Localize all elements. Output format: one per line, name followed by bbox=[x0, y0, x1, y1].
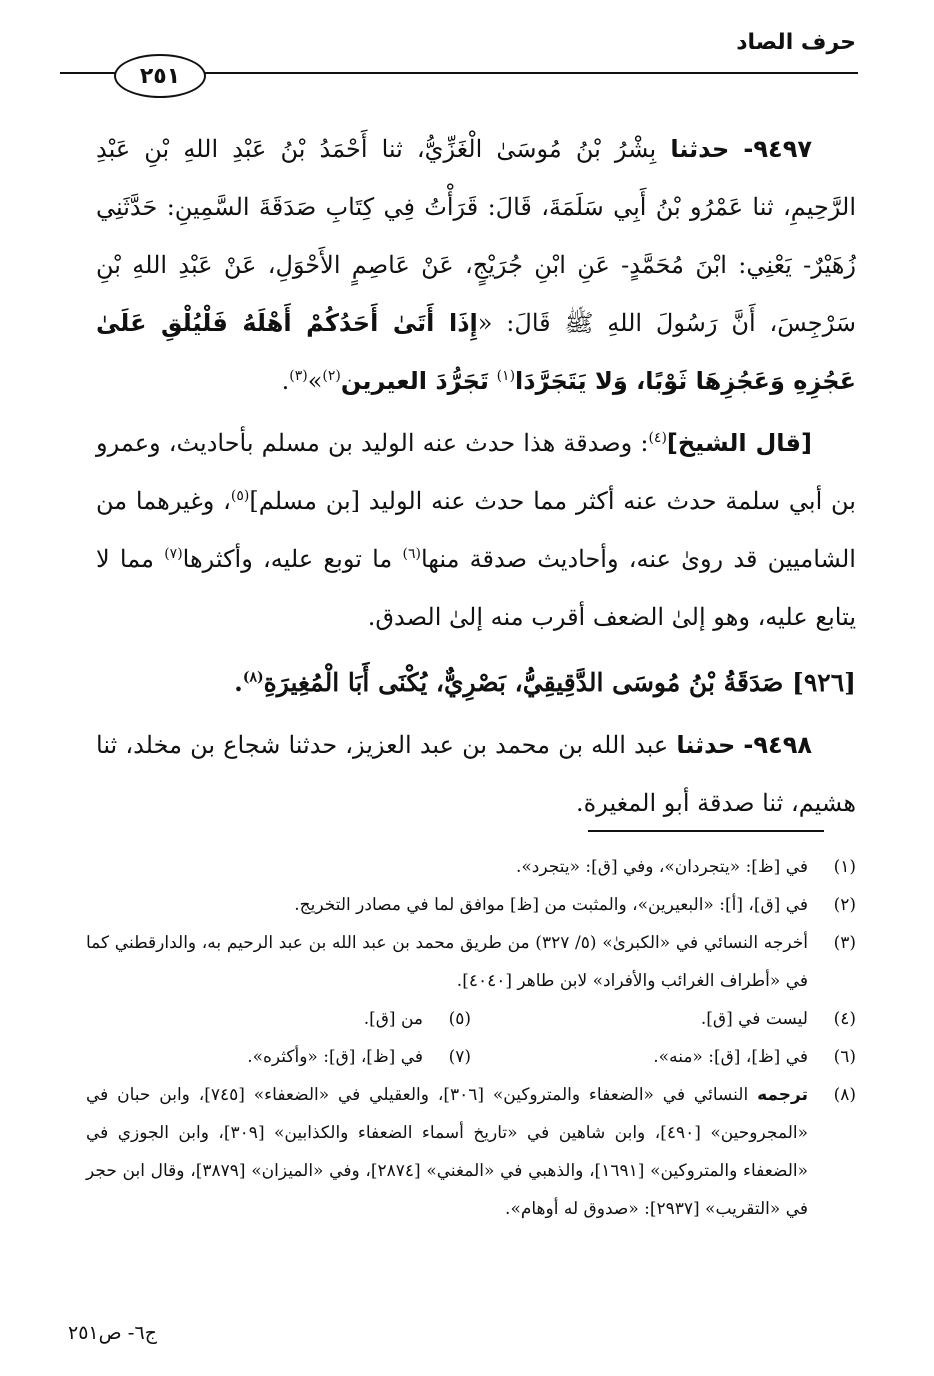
footnote-text: ليست في [ق]. bbox=[700, 1009, 808, 1029]
footnote-row bbox=[86, 1000, 856, 1038]
footnote-3 bbox=[86, 924, 856, 1000]
body-text bbox=[96, 120, 856, 832]
volume-page-reference: ج٦- ص٢٥١ bbox=[68, 1322, 157, 1344]
footnote-ref-5: (٥) bbox=[230, 488, 250, 504]
footnote-number: (٣) bbox=[833, 933, 856, 953]
period: . bbox=[234, 668, 243, 697]
page-number-badge bbox=[114, 54, 206, 98]
matn-text-end: تَجَرُّدَ العيرين bbox=[340, 367, 489, 395]
footnote-7 bbox=[86, 1038, 471, 1076]
qala-text: مما لا يتابع عليه، وهو إلىٰ الضعف أقرب منه إلىٰ الصدق. bbox=[96, 545, 856, 631]
qala-shaykh-label: [قال الشيخ] bbox=[666, 429, 812, 457]
footnote-text: من [ق]. bbox=[363, 1009, 423, 1029]
footnote-row bbox=[86, 1038, 856, 1076]
footnote-number: (٥) bbox=[448, 1009, 471, 1029]
footnote-text: في [ظ]، [ق]: «وأكثره». bbox=[247, 1047, 423, 1067]
footnote-text: النسائي في «الضعفاء والمتروكين» [٣٠٦]، والعقيلي في «الضعفاء» [٧٤٥]، وابن حبان في «المجروحين» [٤٩٠]، وابن شاهين في «تاريخ أسماء الضعفاء والكذابين» [٣٠٩]، وابن الجوزي في «الضعفاء والمتروكين» [١٦٩١]، والذهبي في «المغني» [٢٨٧٤]، وفي «الميزان» [٣٨٧٩]، وقال ابن حجر في «التقريب» [٢٩٣٧]: «صدوق له أوهام». bbox=[86, 1085, 809, 1219]
footnote-ref-2: (٢) bbox=[322, 368, 341, 384]
qala-text: : وصدقة هذا حدث عنه الوليد بن مسلم بأحاديث، وعمرو بن أبي سلمة حدث عنه أكثر مما حدث عنه الوليد [بن مسلم] bbox=[96, 429, 856, 515]
footnote-5 bbox=[86, 1000, 471, 1038]
footnote-ref-4: (٤) bbox=[648, 430, 667, 446]
footnote-separator bbox=[588, 830, 824, 832]
footnote-6 bbox=[471, 1038, 856, 1076]
hadith-9498 bbox=[96, 716, 856, 832]
entry-926-text: [٩٢٦] صَدَقَةُ بْنُ مُوسَى الدَّقِيقِيُّ، بَصْرِيٌّ، يُكْنَى أَبَا الْمُغِيرَةِ bbox=[263, 668, 856, 697]
entry-926-heading bbox=[96, 654, 856, 712]
haddathana-label: حدثنا bbox=[670, 135, 730, 163]
hadith-number: ٩٤٩٧- bbox=[743, 135, 812, 163]
hadith-text: عبد الله بن محمد بن عبد العزيز، حدثنا شجاع بن مخلد، ثنا هشيم، ثنا صدقة أبو المغيرة. bbox=[96, 731, 856, 817]
footnote-4 bbox=[471, 1000, 856, 1038]
hadith-number: ٩٤٩٨- bbox=[743, 731, 812, 759]
footnote-number: (٦) bbox=[833, 1047, 856, 1067]
footnote-number: (٤) bbox=[833, 1009, 856, 1029]
footnote-ref-3: (٣) bbox=[289, 368, 308, 384]
footnote-number: (١) bbox=[833, 857, 856, 877]
footnote-number: (٧) bbox=[448, 1047, 471, 1067]
footnote-ref-7: (٧) bbox=[164, 546, 183, 562]
footnote-1 bbox=[86, 848, 856, 886]
footnote-8 bbox=[86, 1076, 856, 1228]
haddathana-label: حدثنا bbox=[676, 731, 736, 759]
page-number: ٢٥١ bbox=[139, 63, 181, 89]
matn-text: إِذَا أَتَىٰ أَحَدُكُمْ أَهْلَهُ فَلْيُلْقِ عَلَىٰ عَجُزِهِ وَعَجُزِهَا ثَوْبًا، وَلا يَتَجَرَّدَا bbox=[96, 309, 856, 395]
footnote-number: (٨) bbox=[833, 1085, 856, 1105]
footnote-ref-8: (٨) bbox=[242, 669, 264, 686]
footnote-ref-1: (١) bbox=[496, 368, 516, 384]
footnote-ref-6: (٦) bbox=[402, 546, 421, 562]
qala-text: ، وغيرهما من الشاميين قد روىٰ عنه، وأحاديث صدقة منها bbox=[96, 487, 856, 573]
footnote-text: في [ظ]، [ق]: «منه». bbox=[653, 1047, 808, 1067]
isnad-text: بِشْرُ بْنُ مُوسَىٰ الْغَزِّيُّ، ثنا أَحْمَدُ بْنُ عَبْدِ اللهِ بْنِ عَبْدِ الرَّحِيمِ، ثنا عَمْرُو بْنُ أَبِي سَلَمَةَ، قَالَ: قَرَأْتُ فِي كِتَابِ صَدَقَةَ السَّمِينِ: حَدَّثَنِي زُهَيْرٌ- يَعْنِي: ابْنَ مُحَمَّدٍ- عَنِ ابْنِ جُرَيْجٍ، عَنْ عَاصِمٍ الأَحْوَلِ، عَنْ عَبْدِ اللهِ بْنِ سَرْجِسَ، أَنَّ رَسُولَ اللهِ ﷺ قَالَ: « bbox=[96, 135, 856, 337]
footnote-number: (٢) bbox=[833, 895, 856, 915]
footnote-label: ترجمه bbox=[757, 1085, 808, 1105]
footnote-text: أخرجه النسائي في «الكبرىٰ» (٥/ ٣٢٧) من طريق محمد بن عبد الله بن عبد الرحيم به، والدارقطني كما في «أطراف الغرائب والأفراد» لابن طاهر [٤٠٤٠]. bbox=[86, 933, 808, 991]
footnote-text: في [ق]، [أ]: «البعيرين»، والمثبت من [ظ] موافق لما في مصادر التخريج. bbox=[294, 895, 808, 915]
quote-close: » bbox=[307, 367, 323, 395]
period: . bbox=[281, 367, 290, 395]
qala-shaykh-paragraph bbox=[96, 414, 856, 646]
footnotes bbox=[86, 848, 856, 1228]
qala-text: ما توبع عليه، وأكثرها bbox=[182, 545, 403, 573]
hadith-9497 bbox=[96, 120, 856, 410]
chapter-title: حرف الصاد bbox=[736, 30, 856, 55]
footnote-2 bbox=[86, 886, 856, 924]
footnote-text: في [ظ]: «يتجردان»، وفي [ق]: «يتجرد». bbox=[516, 857, 808, 877]
